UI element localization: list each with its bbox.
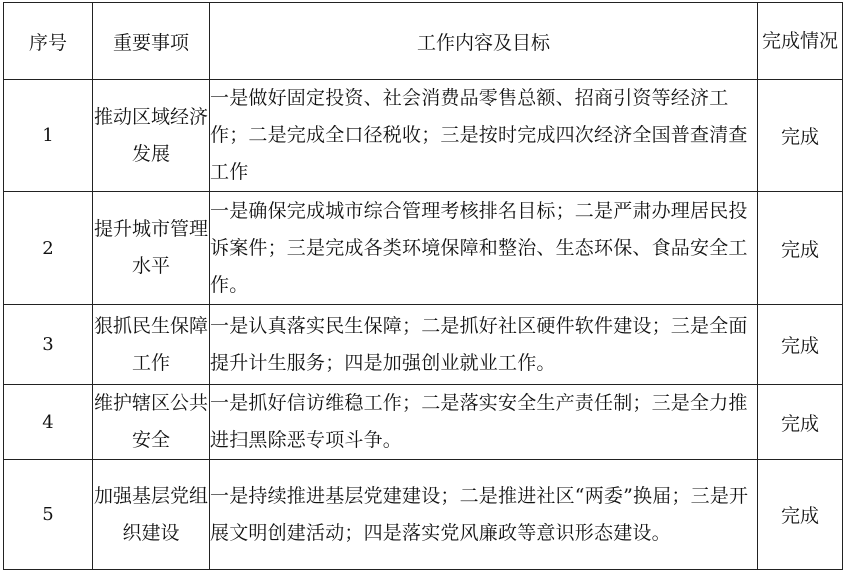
row-no: 4 bbox=[4, 385, 93, 460]
row-content: 一是持续推进基层党建建设；二是推进社区“两委”换届；三是开展文明创建活动；四是落实党风廉政等意识形态建设。 bbox=[210, 460, 758, 570]
header-item: 重要事项 bbox=[93, 3, 210, 80]
row-item: 加强基层党组织建设 bbox=[93, 460, 210, 570]
row-item: 提升城市管理水平 bbox=[93, 192, 210, 305]
table-header-row bbox=[4, 3, 843, 80]
table-row bbox=[4, 385, 843, 460]
row-no: 3 bbox=[4, 305, 93, 385]
row-no: 2 bbox=[4, 192, 93, 305]
row-content: 一是认真落实民生保障；二是抓好社区硬件软件建设；三是全面提升计生服务；四是加强创业就业工作。 bbox=[210, 305, 758, 385]
row-content: 一是抓好信访维稳工作；二是落实安全生产责任制；三是全力推进扫黑除恶专项斗争。 bbox=[210, 385, 758, 460]
row-item: 维护辖区公共安全 bbox=[93, 385, 210, 460]
row-item: 推动区域经济发展 bbox=[93, 80, 210, 192]
header-no: 序号 bbox=[4, 3, 93, 80]
row-status: 完成 bbox=[758, 80, 843, 192]
row-no: 5 bbox=[4, 460, 93, 570]
row-status: 完成 bbox=[758, 385, 843, 460]
row-status: 完成 bbox=[758, 192, 843, 305]
row-status: 完成 bbox=[758, 305, 843, 385]
table-row bbox=[4, 460, 843, 570]
header-content: 工作内容及目标 bbox=[210, 3, 758, 80]
row-status: 完成 bbox=[758, 460, 843, 570]
header-status: 完成情况 bbox=[758, 3, 843, 80]
table-row bbox=[4, 80, 843, 192]
work-plan-table bbox=[3, 2, 843, 570]
row-no: 1 bbox=[4, 80, 93, 192]
table-row bbox=[4, 305, 843, 385]
table-row bbox=[4, 192, 843, 305]
row-content: 一是做好固定投资、社会消费品零售总额、招商引资等经济工作；二是完成全口径税收；三是按时完成四次经济全国普查清查工作 bbox=[210, 80, 758, 192]
row-item: 狠抓民生保障工作 bbox=[93, 305, 210, 385]
row-content: 一是确保完成城市综合管理考核排名目标；二是严肃办理居民投诉案件；三是完成各类环境保障和整治、生态环保、食品安全工作。 bbox=[210, 192, 758, 305]
